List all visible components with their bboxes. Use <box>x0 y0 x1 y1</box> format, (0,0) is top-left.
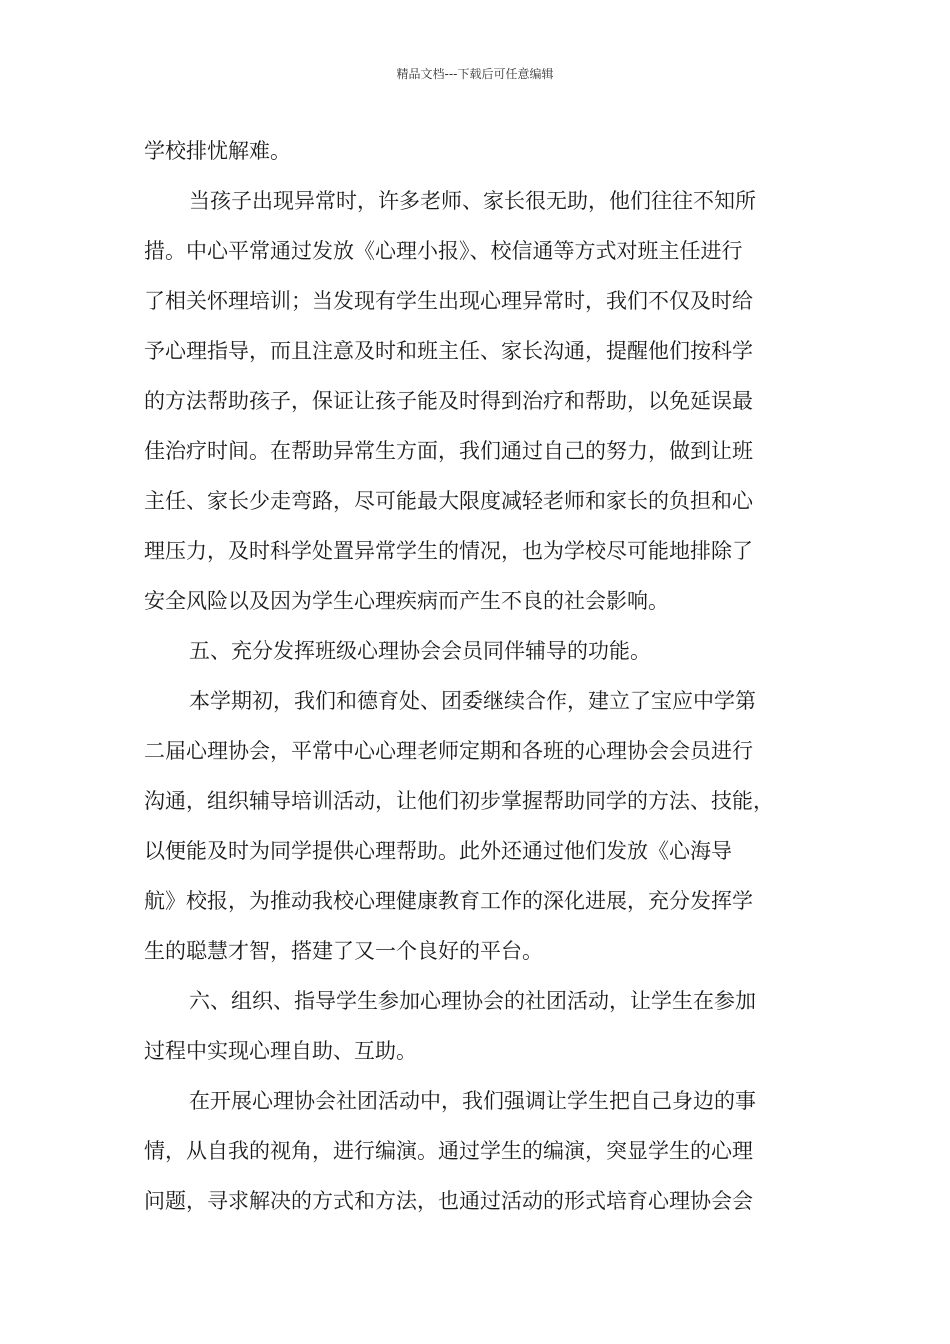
text-line: 沟通，组织辅导培训活动，让他们初步掌握帮助同学的方法、技能， <box>144 789 774 813</box>
text-line: 佳治疗时间。在帮助异常生方面，我们通过自己的努力，做到让班 <box>144 439 753 463</box>
text-line: 情，从自我的视角，进行编演。通过学生的编演，突显学生的心理 <box>144 1139 753 1163</box>
section-heading-6: 六、组织、指导学生参加心理协会的社团活动，让学生在参加 <box>189 989 756 1013</box>
text-line: 理压力，及时科学处置异常学生的情况，也为学校尽可能地排除了 <box>144 539 753 563</box>
text-line: 学校排忧解难。 <box>144 139 291 163</box>
document-body <box>144 126 808 1226</box>
text-line: 了相关怀理培训；当发现有学生出现心理异常时，我们不仅及时给 <box>144 289 753 313</box>
text-line: 问题，寻求解决的方式和方法，也通过活动的形式培育心理协会会 <box>144 1189 753 1213</box>
text-line: 航》校报，为推动我校心理健康教育工作的深化进展，充分发挥学 <box>144 889 753 913</box>
text-line: 以便能及时为同学提供心理帮助。此外还通过他们发放《心海导 <box>144 839 732 863</box>
paragraph-first-line: 在开展心理协会社团活动中，我们强调让学生把自己身边的事 <box>189 1089 756 1113</box>
text-line: 的方法帮助孩子，保证让孩子能及时得到治疗和帮助，以免延误最 <box>144 389 753 413</box>
text-line: 安全风险以及因为学生心理疾病而产生不良的社会影响。 <box>144 589 669 613</box>
text-line: 予心理指导，而且注意及时和班主任、家长沟通，提醒他们按科学 <box>144 339 753 363</box>
paragraph-first-line: 当孩子出现异常时，许多老师、家长很无助，他们往往不知所 <box>189 189 756 213</box>
page-header: 精品文档---下载后可任意编辑 <box>396 67 554 81</box>
section-heading-5: 五、充分发挥班级心理协会会员同伴辅导的功能。 <box>189 639 651 663</box>
text-line: 二届心理协会，平常中心心理老师定期和各班的心理协会会员进行 <box>144 739 753 763</box>
paragraph-first-line: 本学期初，我们和德育处、团委继续合作，建立了宝应中学第 <box>189 689 756 713</box>
text-line: 主任、家长少走弯路，尽可能最大限度减轻老师和家长的负担和心 <box>144 489 753 513</box>
text-line: 过程中实现心理自助、互助。 <box>144 1039 417 1063</box>
text-line: 措。中心平常通过发放《心理小报》、校信通等方式对班主任进行 <box>144 239 743 263</box>
text-line: 生的聪慧才智，搭建了又一个良好的平台。 <box>144 939 543 963</box>
